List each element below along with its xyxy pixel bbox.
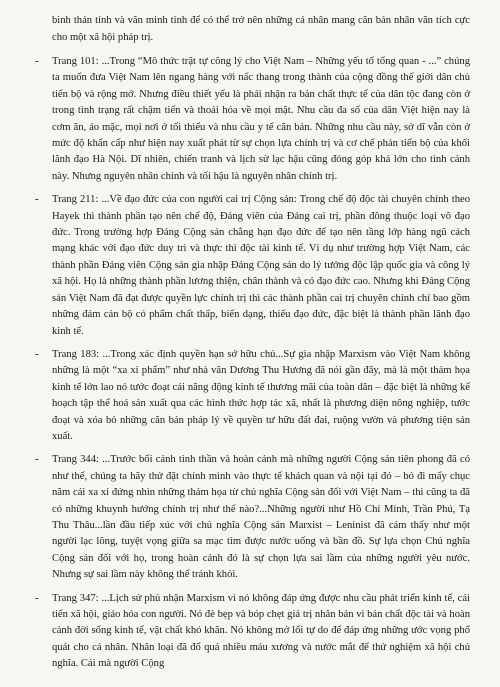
entry-page-101 <box>35 54 470 185</box>
intro-paragraph: bình thản tỉnh và văn minh tinh để có thể trở nên những cá nhân mang căn bản nhân văn tích cực cho một xã hội pháp trị. <box>52 15 470 43</box>
entry-text: Trang 347: ...Lịch sử phủ nhận Marxism vì nó không đáp ứng được nhu cầu phát triển kinh tế, cải tiến xã hội, giáo hóa con người. Nó đè bẹp và bóp chẹt giá trị nhân bản vì bản chất độc tài và hoàn cảnh đời sống kinh tế, vật chất khó khăn. Nó không mở lối tự do để đáp ứng những ước vọng phổ quát cho cá nhân. Nhân loại đã đổ quá nhiều máu xương và nước mắt để thử nghiệm xã hội chủ nghĩa. Cái mà người Cộng <box>52 592 470 670</box>
entry-text: Trang 211: ...Về đạo đức của con người cai trị Cộng sản: Trong chế độ độc tài chuyên chính theo Hayek thì thành phần tạo nên chế độ, Đảng viên của Đảng cai trị, phần đông thuộc loại vô đạo đức. Trong trường hợp Đảng Cộng sản chẳng hạn đạo đức để tạo nên tầng lớp hàng ngũ cách mạng khác với đạo đức duy trì và thực thi độc tài kinh tế. Ví dụ như trường hợp Việt Nam, các thành phần Đảng viên Cộng sản gia nhập Đảng Cộng sản do lý tưởng độc lập quốc gia và công lý xã hội. Họ là những thành phần lương thiện, chân thành và có đạo đức cao. Nhưng khi Đảng Cộng sản Việt Nam đã đạt được quyền lực chính trị thì các thành phần cai trị chuyên chính chỉ bao gồm những đám cán bộ có phẩm chất thấp, biến dạng, thiếu đạo đức, đặc biệt là thành phần lãnh đạo kinh tế. <box>52 194 470 337</box>
bullet-marker: - <box>35 348 39 360</box>
bullet-marker: - <box>35 592 39 604</box>
entry-text: Trang 344: ...Trước bối cảnh tình thần và hoàn cảnh mà những người Cộng sản tiên phong đã có như thế, chúng ta hãy thử đặt chính mình vào thực tế khách quan và nội tại đó – bỏ đi mấy chục năm cái xa xỉ đứng nhìn những thảm họa từ chủ nghĩa Cộng sản đối với Việt Nam – thì cũng ta đã có những khuynh hướng chính trị như thế nào?...Những người như Hồ Chí Minh, Trần Phú, Tạ Thu Thâu...lần đầu tiếp xúc với chủ nghĩa Cộng sản Marxist – Leninist đã cảm thấy như một người lạc lõng, tuyệt vọng giữa sa mạc tìm được nước uống và bần đồ. Sự lựa chọn Chủ nghĩa Cộng sản đối với họ, trong hoàn cảnh đó là sự chọn lựa sai lầm của những người yêu nước. Nhưng sự sai lầm này không thể tránh khỏi. <box>52 454 470 581</box>
entry-page-344 <box>35 452 470 583</box>
entry-page-347 <box>35 591 470 673</box>
entry-text: Trang 183: ...Trong xác định quyền hạn sở hữu chủ...Sự gia nhập Marxism vào Việt Nam không những là một “xa xỉ phẩm” như nhà văn Dương Thu Hương đã nói gần đây, mà là một thảm họa kinh tế lớn lao nó tước đoạt cái năng động kinh tế thương mãi của toàn dân – đặc biệt là những kế hoạch tập thể hoá sản xuất qua các hình thức hợp tác xã, nhất là phương diện nông nghiệp, tước đoạt và xóa bỏ những căn bản pháp lý về quyền tư hữu đất đai, ruộng vườn và phương tiện sản xuất. <box>52 348 470 442</box>
bullet-marker: - <box>35 454 39 466</box>
entry-page-183 <box>35 347 470 445</box>
entry-page-211 <box>35 192 470 340</box>
bullet-marker: - <box>35 194 39 206</box>
bullet-marker: - <box>35 56 39 67</box>
entry-text: Trang 101: ...Trong “Mô thức trật tự công lý cho Việt Nam – Những yếu tố tổng quan - ...” chúng ta muốn đưa Việt Nam lên ngang hàng với nấc thang trong thành của cộng đồng thế giới dân chủ tiến bộ và rộng mở. Nhưng điều thiết yếu là phải nhận ra bản chất thực tế của dân tộc đang còn ở trong tình trạng rất chậm tiến và thoái hóa về mọi mặt. Nhu cầu đa số của dân Việt hiện nay là cơm ăn, áo mặc, mọi nơi ở tối thiểu và nhu cầu y tế căn bản. Những nhu cầu này, sở dĩ vẫn còn ở mức độ khẩn cấp như hiện nay xuất phát từ sự chọn lựa chính trị và cơ chế phản tiến bộ của khối lãnh đạo Hà Nội. Dĩ nhiên, chiến tranh và lịch sử lạc hậu cũng đóng góp khá lớn cho tình cảnh này. Nhưng nguyên nhân chính và tối hậu là nguyên nhân chính trị. <box>52 56 470 182</box>
